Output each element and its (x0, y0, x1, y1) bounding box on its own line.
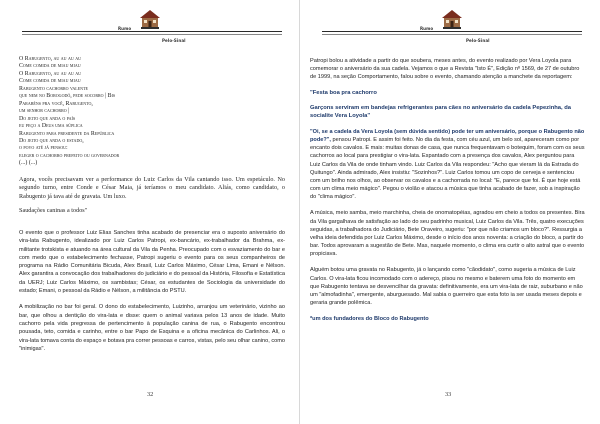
quote-paragraph (310, 128, 585, 202)
page-number: 33 (445, 391, 452, 398)
music-paragraph: A música, meio samba, meio marchinha, cheia de onomatopéias, agradou em cheio a todos os presentes. Bira da Vila gargalhava de satisfação ao lado do seu padrinho musical, Luiz Carlos da Vila. Três, quatro execuções seguidas, a trabalhadora do Judiciário, Bete Oraveiro, sugeriu: "por que não criamos um bloco?". Ressurgia a velha ideia defendida por Luiz Carlos Máximo, desde o início dos anos noventa: a criação do bloco, a partir do bar. Todos aprovaram a sugestão de Bete. Mas, naquele momento, o clima era curtir o alto astral que o evento propiciava. (310, 210, 585, 258)
lyric-line: Do jeito que anda o estado, (19, 137, 84, 144)
body-text (19, 229, 285, 361)
lyric-line: O Rabugento, au au au au (19, 70, 82, 77)
bar-house-icon (139, 9, 161, 29)
bar-house-icon (441, 9, 463, 29)
quote-emphasis: "Oi, se a cadela da Vera Loyola (sem dúvida sentido) pode ter um aniversário, porque o Rabugento não pode?", (310, 128, 585, 144)
header-label-top: Rumo (420, 26, 434, 31)
page-header (300, 4, 600, 54)
lead-paragraph (19, 176, 285, 201)
lyric-line: eleger o cachorro prefeito ou governador (19, 152, 120, 159)
page-number: 32 (147, 391, 154, 398)
body-paragraph: O evento que o professor Luiz Elias Sanches tinha acabado de presenciar era o suposto aniversário do vira-lata Rabugento, idealizado por Luiz Carlos Patropi, ex-bancário, ex-trabalhador da Brahma, ex-militante trotskista e atuando na área cultural da Vila da Penha. Preocupado com o esvaziamento do bar e com medo que o estabelecimento fechasse, Patropi sugeriu o evento para os seus companheiros de programa na Rádio Comunitária Bicuda, Alex Brasil, Luiz Carlos Máximo, César Lima, Emani e Nélson. Alex garantira a convocação dos trabalhadores do judiciário e do pessoal da História, Filosofia e Estatística da UERJ; Luiz Carlos Máximo, os sambistas; César, os estudantes de Sociologia da universidade do estado; Emani, o pessoal da Rádio e Nélson, a militância do PSTU. (19, 230, 285, 295)
quote-text: pensou Patropi. E assim foi feito. No dia da festa, com céu azul, um belo sol, apareceram como por encanto dois cavalos. E mais: muitas donas de casa, que nunca frequentavam o botequim, foram com os seus cachorros ao local para prestigiar o vira-lata. Espantado com a presença dos cavalos, Alex perguntou para Luiz Carlos da Vila de onde tinham vindo. Luiz Carlos da Vila respondeu: "Acho que vieram lá da Estrada do Quitungo". Ainda admirado, Alex insistiu: "Sozinhos?". Luiz Carlos tomou um copo de cerveja e sentenciou com um brilho nos olhos, ao observar os cavalos e a cachorrada no local: "E, parece que foi. É que hoje está com um clima meio mágico". Pegou o violão e atacou a música que tinha acabado de fazer, sob a inspiração do "clima mágico". (310, 137, 585, 201)
lyric-line: Come comida de miau miau (19, 63, 81, 70)
header-label-bottom: Pelo-Sinal (466, 38, 490, 43)
song-lyrics (19, 56, 289, 168)
header-rule (22, 31, 282, 32)
page-header (0, 4, 300, 54)
lyric-line: (...) (...) (19, 160, 38, 167)
magazine-subheadline: Garçons serviram em bandejas refrigerantes para cães no aniversário da cadela Pepezinha, da socialite Vera Loyola" (310, 104, 571, 119)
lyric-line: o povo até já pensou: (19, 145, 68, 152)
body-text (310, 57, 585, 331)
intro-paragraph: Patropi bolou a atividade a partir do que soubera, meses antes, do evento realizado por Vera Loyola para comemorar o aniversário da sua cadela. Vejamos o que a Revista "Isto É", Edição nº 1569, de 27 de outubro de 1999, na seção Comportamento, falou sobre o evento, chamando atenção a manchete da reportagem: (310, 58, 580, 81)
header-rule-thin (322, 34, 582, 35)
lyric-line: Do jeito que anda o país (19, 115, 76, 122)
body-paragraph: A mobilização no bar foi geral. O dono do estabelecimento, Luizinho, arranjou um veterinário, vizinho ao bar, que olhou a dentição do vira-lata e disse: quem o animal variava pelos 13 anos de idade. Muito cachorro pela vida pregressa de pertencimento à população canina de rua, o Rabugento encontrou pousada, teto, comida e carinho, entre o bar Papo de Esquina e a oficina mecânica do Carlinhos. Ali, o vira-lata tomava conta do espaço e botava pra correr pessoas e carros, vistas, pelo seu olhar canino, como "inimigas". (19, 304, 285, 352)
lyric-line: Rabugento para presidente da República (19, 130, 115, 137)
lyric-line: Rabugento cachorro valente (19, 85, 88, 92)
magazine-headline: "Festa boa pra cachorro (310, 90, 377, 97)
header-label-bottom: Pelo-Sinal (162, 38, 186, 43)
footnote: *um dos fundadores do Bloco do Rabugento (310, 316, 429, 323)
header-rule (322, 31, 582, 32)
closing-line (19, 207, 285, 215)
header-rule-thin (22, 34, 282, 35)
lyric-line: um senhor cachorro | (19, 108, 70, 115)
lyric-line: Parabéns pra você, Rabugento, (19, 100, 93, 107)
right-page (300, 0, 600, 424)
header-label-top: Rumo (118, 26, 132, 31)
lyric-line: que nem no Borogodó, pede socorro | Bis (19, 93, 116, 100)
lead-text: Agora, vocês precisavam ver a performance do Luiz Carlos da Vila cantando isso. Um espetáculo. No segundo turno, entre Conde e César Maia, já teríamos o meu candidato. Aliás, como candidato, o Rabugento já tava até de gravata. Um luxo. (19, 177, 285, 200)
closing-text: Saudações caninas a todos" (19, 208, 88, 214)
tie-paragraph: Alguém botou uma gravata no Rabugento, já o lançando como "cãodidato", como sugeria a música de Luiz Carlos. O vira-lata ficou incomodado com o adereço, pisou no mesmo e baterem uma foto do momento em que Rabugento tentava se desvencilhar da gravata: definitivamente, era um vira-lata de raiz, suburbano e não um "almofadinha", emergente, aburguesado. Mal sabia o guerreiro que esta foto ia ser usada meses depois e geraria grande polêmica. (310, 267, 583, 307)
lyric-line: Come comida de miau miau (19, 78, 81, 85)
lyric-line: eu peço a Deus uma súplica (19, 123, 83, 130)
lyric-line: O Rabugento, au au au au (19, 56, 82, 62)
